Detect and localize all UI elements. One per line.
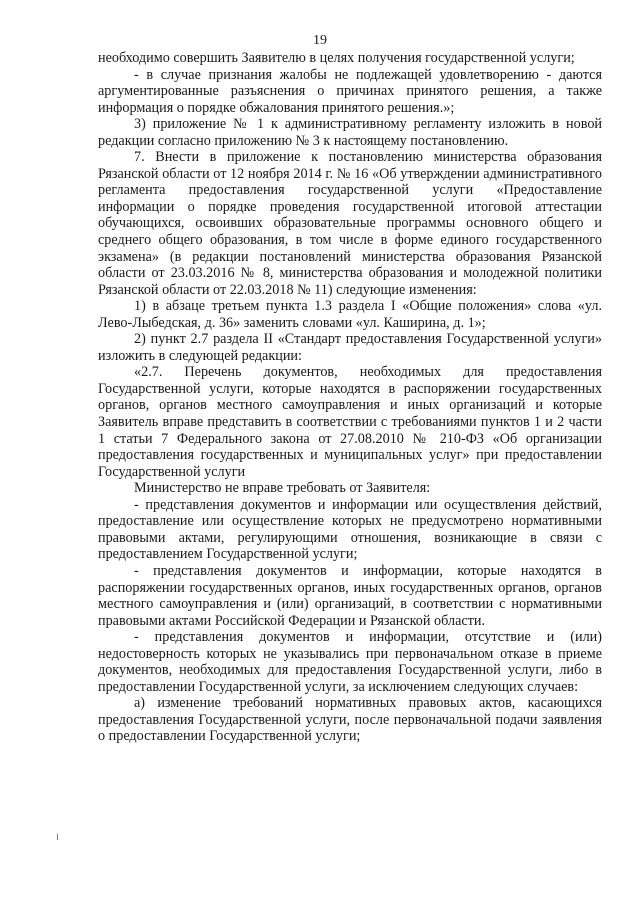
paragraph-clause-2-7: «2.7. Перечень документов, необходимых для предоставления Государственной услуги, которые находятся в распоряжении государственных органов, органов местного самоуправления и иных организаций и которые Заявитель вправе представить в соответствии с требованиями пунктов 1 и 2 части 1 статьи 7 Федерального закона от 27.08.2010 № 210-ФЗ «Об организации предоставления государственных и муниципальных услуг» при предоставлении Государственной услуги (98, 364, 602, 480)
page-number: 19 (313, 33, 327, 48)
paragraph-complaint-rejection: - в случае признания жалобы не подлежащей удовлетворению - даются аргументированные разъяснения о причинах принятого решения, а также информация о порядке обжалования принятого решения.»; (98, 66, 602, 116)
paragraph-amendment-2: 2) пункт 2.7 раздела II «Стандарт предоставления Государственной услуги» изложить в следующей редакции: (98, 331, 602, 364)
paragraph-bullet-2: - представления документов и информации, которые находятся в распоряжении государственных органов, иных государственных органов, органов местного самоуправления и (или) организаций, в соответствии с нормативными правовыми актами Российской Федерации и Рязанской области. (98, 562, 602, 629)
paragraph-item-7: 7. Внести в приложение к постановлению министерства образования Рязанской области от 12 ноября 2014 г. № 16 «Об утверждении административного регламента предоставления государственной услуги «Предоставление информации о порядке проведения государственной итоговой аттестации обучающихся, освоивших образовательные программы основного общего и среднего общего образования, в том числе в форме единого государственного экзамена» (в редакции постановлений министерства образования Рязанской области от 23.03.2016 № 8, министерства образования и молодежной политики Рязанской области от 22.03.2018 № 11) следующие изменения: (98, 149, 602, 298)
paragraph-continuation: необходимо совершить Заявителю в целях получения государственной услуги; (98, 50, 575, 66)
paragraph-amendment-1: 1) в абзаце третьем пункта 1.3 раздела I «Общие положения» слова «ул. Лево-Лыбедская, д. 36» заменить словами «ул. Каширина, д. 1»; (98, 298, 602, 331)
paragraph-bullet-1: - представления документов и информации или осуществления действий, предоставление или осуществление которых не предусмотрено нормативными правовыми актами, регулирующими отношения, возникающие в связи с предоставлением Государственной услуги; (98, 496, 602, 563)
paragraph-bullet-3: - представления документов и информации, отсутствие и (или) недостоверность которых не указывались при первоначальном отказе в приеме документов, необходимых для предоставления Государственной услуги, либо в предоставлении Государственной услуги, за исключением следующих случаев: (98, 629, 602, 695)
document-body (98, 50, 602, 745)
paragraph-exception-a: а) изменение требований нормативных правовых актов, касающихся предоставления Государственной услуги, после первоначальной подачи заявления о предоставлении Государственной услуги; (98, 695, 602, 745)
scan-margin-mark (57, 834, 58, 840)
paragraph-ministry-not-entitled: Министерство не вправе требовать от Заявителя: (134, 480, 431, 497)
paragraph-item-3: 3) приложение № 1 к административному регламенту изложить в новой редакции согласно приложению № 3 к настоящему постановлению. (98, 116, 602, 149)
